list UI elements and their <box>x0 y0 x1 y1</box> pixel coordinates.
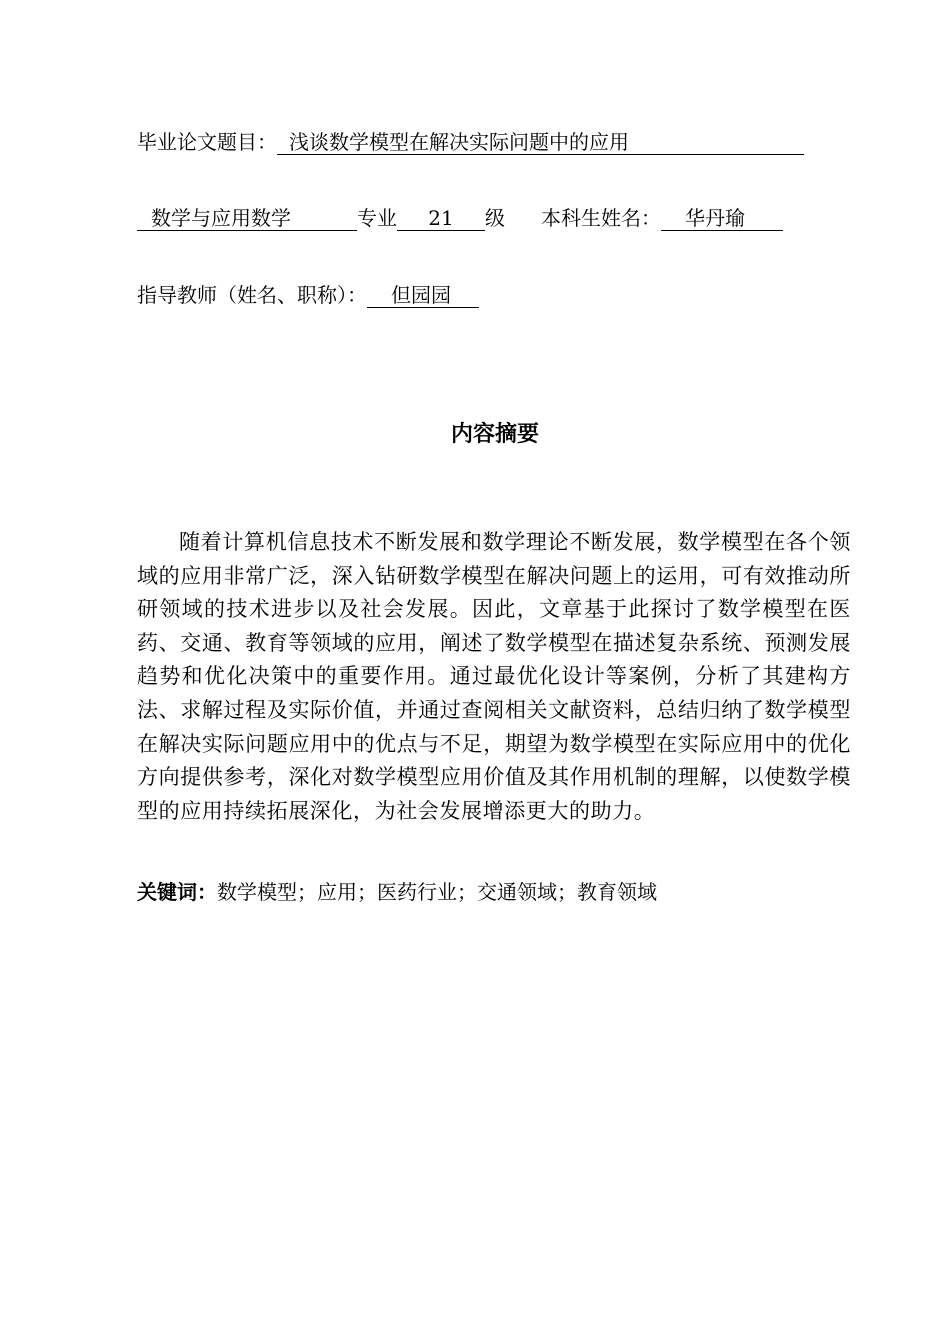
grade-value: 21 <box>397 207 485 231</box>
advisor-row <box>137 283 479 308</box>
keywords-value: 数学模型；应用；医药行业；交通领域；教育领域 <box>217 880 657 904</box>
student-info-row <box>137 206 783 231</box>
major-value: 数学与应用数学 <box>137 207 357 231</box>
major-label: 专业 <box>357 206 397 230</box>
abstract-body: 随着计算机信息技术不断发展和数学理论不断发展，数学模型在各个领域的应用非常广泛，深入钻研数学模型在解决问题上的运用，可有效推动所研领域的技术进步以及社会发展。因此，文章基于此探讨了数学模型在医药、交通、教育等领域的应用，阐述了数学模型在描述复杂系统、预测发展趋势和优化决策中的重要作用。通过最优化设计等案例，分析了其建构方法、求解过程及实际价值，并通过查阅相关文献资料，总结归纳了数学模型在解决实际问题应用中的优点与不足，期望为数学模型在实际应用中的优化方向提供参考，深化对数学模型应用价值及其作用机制的理解，以使数学模型的应用持续拓展深化，为社会发展增添更大的助力。 <box>137 530 851 823</box>
keywords-label: 关键词： <box>137 880 217 904</box>
abstract-heading: 内容摘要 <box>450 422 539 447</box>
thesis-title-value: 浅谈数学模型在解决实际问题中的应用 <box>277 131 804 155</box>
grade-label: 级 <box>485 206 505 230</box>
keywords-row <box>137 879 657 905</box>
thesis-title-row <box>137 130 804 155</box>
advisor-label: 指导教师（姓名、职称）： <box>137 283 367 307</box>
student-name-value: 华丹瑜 <box>661 207 783 231</box>
advisor-value: 但园园 <box>367 284 479 308</box>
thesis-title-label: 毕业论文题目： <box>137 130 277 154</box>
student-name-label: 本科生姓名： <box>541 206 661 230</box>
